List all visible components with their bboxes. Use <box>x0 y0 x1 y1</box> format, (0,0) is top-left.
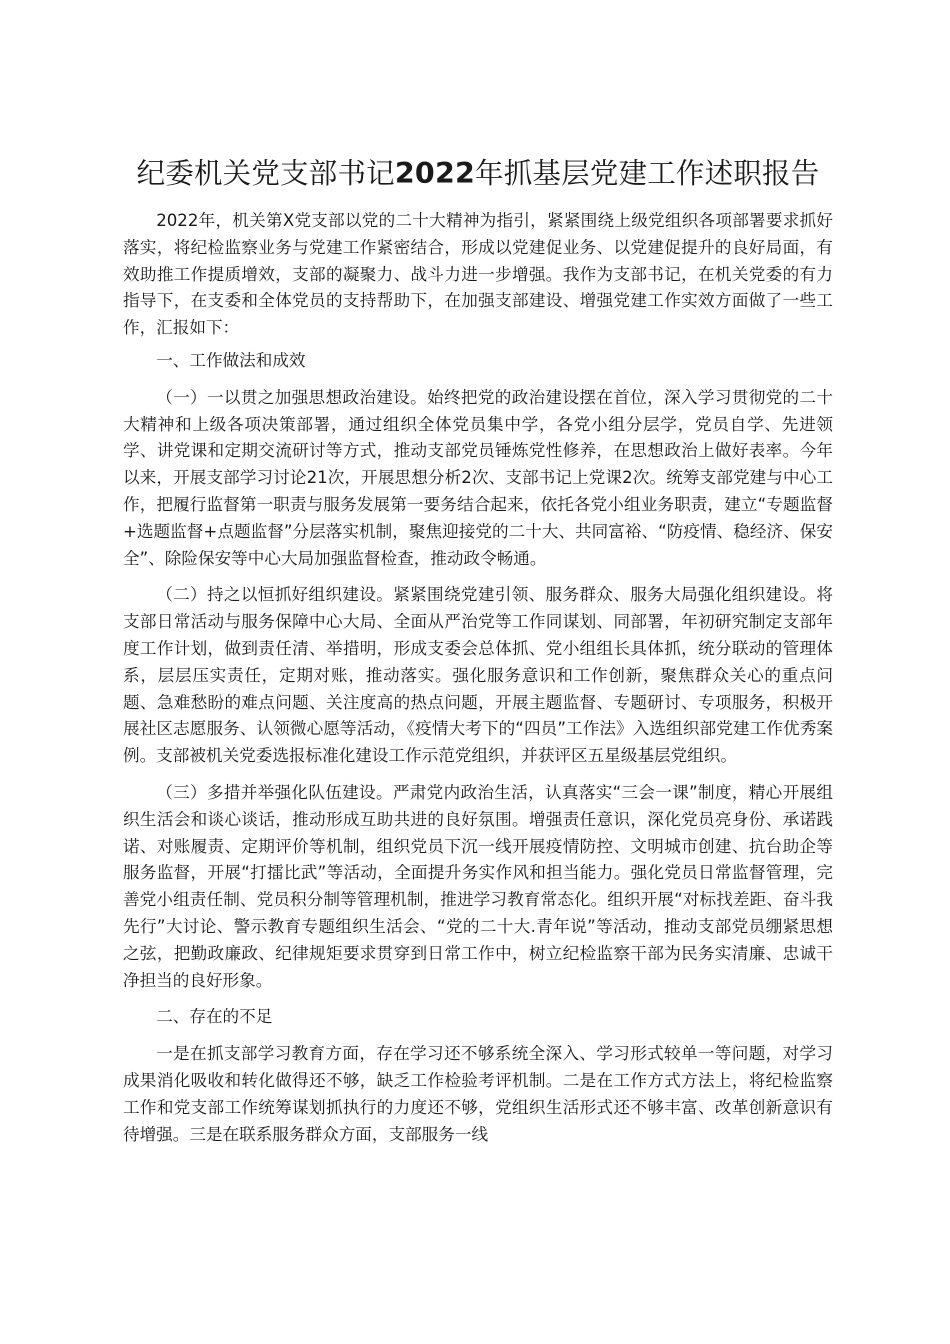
document-title <box>123 0 833 202</box>
title-year: 2022 <box>394 157 476 190</box>
paragraph-organization-construction: （二）持之以恒抓好组织建设。紧紧围绕党建引领、服务群众、服务大局强化组织建设。将支部日常活动与服务保障中心大局、全面从严治党等工作同谋划、同部署，年初研究制定支部年度工作计划，做到责任清、举措明，形成支委会总体抓、党小组组长具体抓，统分联动的管理体系，层层压实责任，定期对账，推动落实。强化服务意识和工作创新，聚焦群众关心的重点问题、急难愁盼的难点问题、关注度高的热点问题，开展主题监督、专题研讨、专项服务，积极开展社区志愿服务、认领微心愿等活动，《疫情大考下的“四员”工作法》入选组织部党建工作优秀案例。支部被机关党委选报标准化建设工作示范党组织，并获评区五星级基层党组织。 <box>123 585 833 766</box>
title-suffix: 年抓基层党建工作述职报告 <box>475 157 820 190</box>
title-prefix: 纪委机关党支部书记 <box>136 157 395 190</box>
paragraph-shortcomings: 一是在抓支部学习教育方面，存在学习还不够系统全深入、学习形式较单一等问题，对学习成果消化吸收和转化做得还不够，缺乏工作检验考评机制。二是在工作方式方法上，将纪检监察工作和党支部工作统筹谋划抓执行的力度还不够，党组织生活形式还不够丰富、改革创新意识有待增强。三是在联系服务群众方面，支部服务一线 <box>123 1044 833 1144</box>
paragraph-team-construction: （三）多措并举强化队伍建设。严肃党内政治生活，认真落实“三会一课”制度，精心开展组织生活会和谈心谈话，推动形成互助共进的良好氛围。增强责任意识，深化党员亮身份、承诺践诺、对账履责、定期评价等机制，组织党员下沉一线开展疫情防控、文明城市创建、抗台助企等服务监督，开展“打擂比武”等活动，全面提升务实作风和担当能力。强化党员日常监督管理，完善党小组责任制、党员积分制等管理机制，推进学习教育常态化。组织开展“对标找差距、奋斗我先行”大讨论、警示教育专题组织生活会、“党的二十大.青年说”等活动，推动支部党员绷紧思想之弦，把勤政廉政、纪律规矩要求贯穿到日常工作中，树立纪检监察干部为民务实清廉、忠诚干净担当的良好形象。 <box>123 782 833 990</box>
paragraph-political-construction: （一）一以贯之加强思想政治建设。始终把党的政治建设摆在首位，深入学习贯彻党的二十大精神和上级各项决策部署，通过组织全体党员集中学，各党小组分层学，党员自学、先进领学、讲党课和定期交流研讨等方式，推动支部党员锤炼党性修养，在思想政治上做好表率。今年以来，开展支部学习讨论21次，开展思想分析2次、支部书记上党课2次。统筹支部党建与中心工作，把履行监督第一职责与服务发展第一要务结合起来，依托各党小组业务职责，建立“专题监督+选题监督+点题监督”分层落实机制，聚焦迎接党的二十大、共同富裕、“防疫情、稳经济、保安全”、除险保安等中心大局加强监督检查，推动政令畅通。 <box>123 387 833 568</box>
document-page <box>123 0 833 1148</box>
section-heading-shortcomings: 二、存在的不足 <box>156 1007 273 1027</box>
section-heading-achievements: 一、工作做法和成效 <box>156 350 306 370</box>
intro-paragraph: 2022年，机关第X党支部以党的二十大精神为指引，紧紧围绕上级党组织各项部署要求抓好落实，将纪检监察业务与党建工作紧密结合，形成以党建促业务、以党建促提升的良好局面，有效助推工作提质增效，支部的凝聚力、战斗力进一步增强。我作为支部书记，在机关党委的有力指导下，在支委和全体党员的支持帮助下，在加强支部建设、增强党建工作实效方面做了一些工作，汇报如下： <box>123 211 833 338</box>
